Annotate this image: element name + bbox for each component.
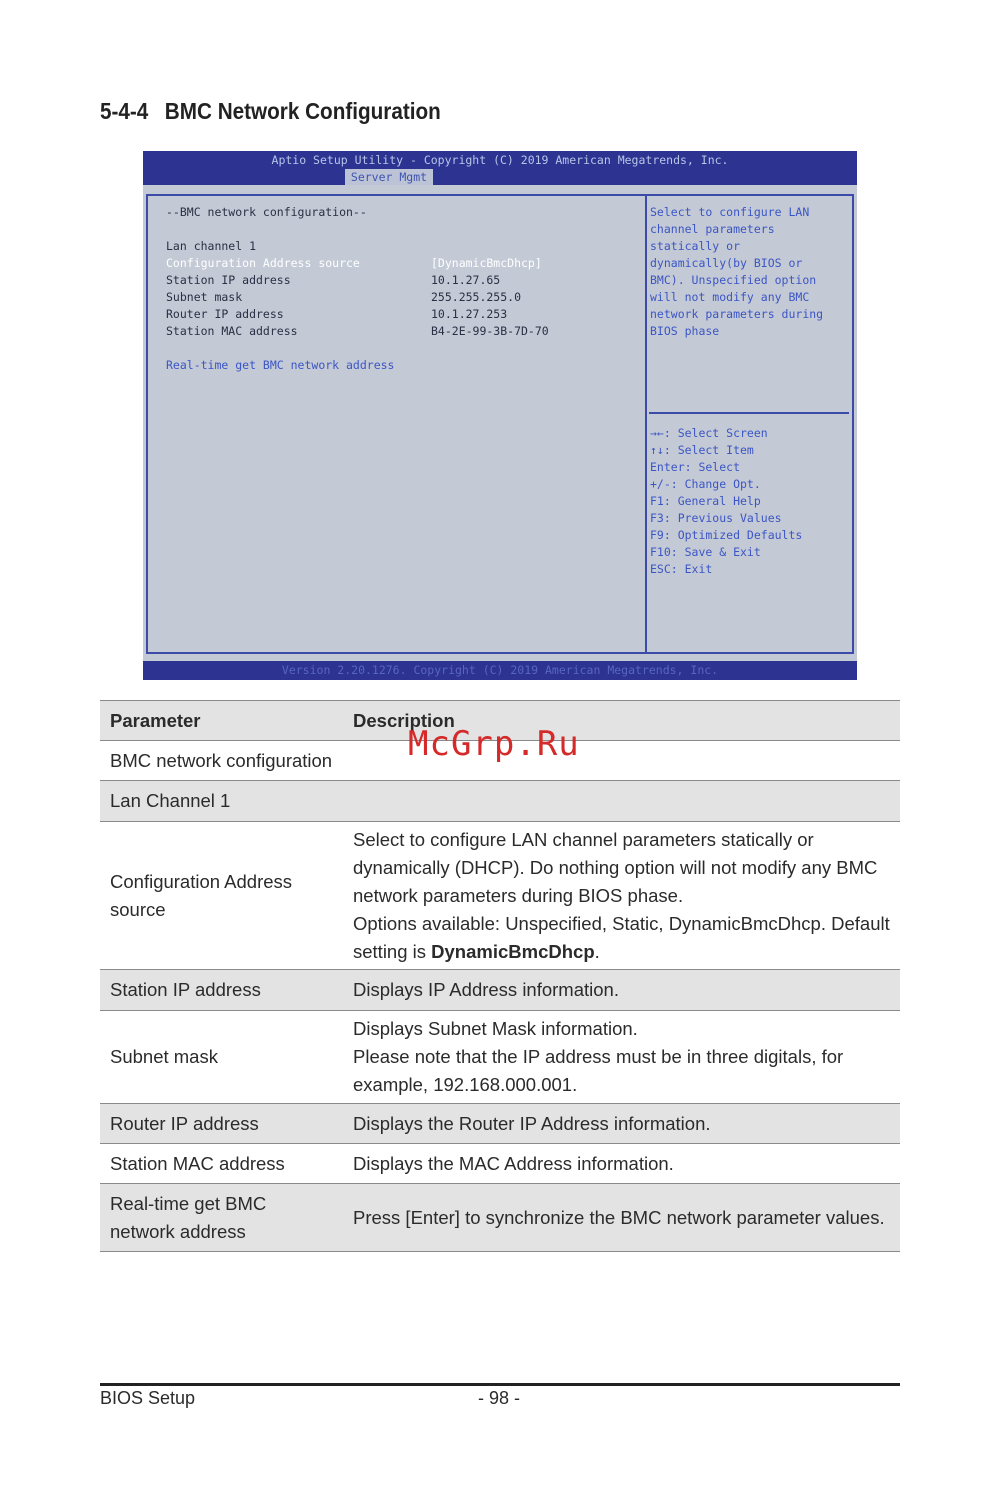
help-line: network parameters during bbox=[650, 307, 824, 321]
page-number: - 98 - bbox=[478, 1388, 521, 1408]
key-hint-select-screen: →←: Select Screen bbox=[650, 426, 768, 440]
bios-title-bar bbox=[143, 151, 857, 185]
parameter-cell: Router IP address bbox=[100, 1104, 343, 1144]
key-hint-f9: F9: Optimized Defaults bbox=[650, 528, 803, 542]
section-title: BMC Network Configuration bbox=[164, 98, 441, 124]
table-row bbox=[100, 822, 900, 970]
table-row bbox=[100, 970, 900, 1011]
help-line: BIOS phase bbox=[650, 324, 720, 338]
parameter-cell: Subnet mask bbox=[100, 1011, 343, 1104]
key-hint-enter: Enter: Select bbox=[650, 460, 741, 474]
key-hint-f1: F1: General Help bbox=[650, 494, 761, 508]
description-text bbox=[353, 910, 890, 966]
bios-item-station-ip: Station IP address bbox=[166, 273, 291, 287]
help-line: statically or bbox=[650, 239, 741, 253]
key-hint-f3: F3: Previous Values bbox=[650, 511, 782, 525]
tab-server-mgmt[interactable]: Server Mgmt bbox=[345, 169, 433, 185]
parameter-cell: BMC network configuration bbox=[100, 741, 343, 781]
column-header-description: Description bbox=[343, 701, 900, 741]
table-row bbox=[100, 781, 900, 822]
parameter-cell: Configuration Address source bbox=[100, 822, 343, 970]
help-line: will not modify any BMC bbox=[650, 290, 810, 304]
description-cell bbox=[343, 970, 900, 1011]
footer-divider bbox=[100, 1383, 900, 1386]
bios-value-station-ip: 10.1.27.65 bbox=[431, 273, 501, 287]
help-line: channel parameters bbox=[650, 222, 775, 236]
footer-section-name: BIOS Setup bbox=[100, 1388, 196, 1408]
bios-item-config-address-source[interactable]: Configuration Address source bbox=[166, 256, 360, 270]
bios-help-pane bbox=[646, 194, 854, 654]
bios-value-router-ip: 10.1.27.253 bbox=[431, 307, 508, 321]
description-cell bbox=[343, 1184, 900, 1252]
description-text: Displays IP Address information. bbox=[353, 979, 619, 1000]
description-text: Select to configure LAN channel parameters statically or dynamically (DHCP). Do nothing option will not modify any BMC network parameters during BIOS phase. bbox=[353, 828, 878, 906]
description-cell bbox=[343, 1011, 900, 1104]
description-cell bbox=[343, 822, 900, 970]
help-divider bbox=[649, 412, 849, 414]
parameter-cell: Lan Channel 1 bbox=[100, 781, 343, 822]
bios-item-station-mac: Station MAC address bbox=[166, 324, 298, 338]
parameter-cell: Station IP address bbox=[100, 970, 343, 1011]
bios-body bbox=[143, 185, 857, 661]
bios-item-section-header: --BMC network configuration-- bbox=[166, 205, 367, 219]
section-heading bbox=[100, 98, 441, 125]
bios-version-bar: Version 2.20.1276. Copyright (C) 2019 American Megatrends, Inc. bbox=[281, 663, 719, 677]
description-text: Displays Subnet Mask information. bbox=[353, 1018, 638, 1039]
bios-value-subnet-mask: 255.255.255.0 bbox=[431, 290, 522, 304]
watermark: McGrp.Ru bbox=[408, 724, 580, 764]
bios-settings-pane bbox=[146, 194, 646, 654]
description-text: Displays the Router IP Address information. bbox=[353, 1112, 711, 1134]
bios-item-realtime-get[interactable]: Real-time get BMC network address bbox=[166, 358, 395, 372]
default-value: DynamicBmcDhcp bbox=[431, 940, 595, 962]
column-header-parameter: Parameter bbox=[100, 701, 343, 741]
key-hint-change-opt: +/-: Change Opt. bbox=[650, 477, 761, 491]
bios-value-config-address-source[interactable]: [DynamicBmcDhcp] bbox=[431, 256, 542, 270]
section-number: 5-4-4 bbox=[100, 98, 149, 124]
table-row bbox=[100, 1104, 900, 1144]
key-hint-select-item: ↑↓: Select Item bbox=[650, 443, 754, 457]
bios-value-station-mac: B4-2E-99-3B-7D-70 bbox=[431, 324, 549, 338]
help-line: Select to configure LAN bbox=[650, 205, 810, 219]
description-text: Press [Enter] to synchronize the BMC network parameter values. bbox=[353, 1206, 885, 1228]
table-row bbox=[100, 1144, 900, 1184]
parameter-cell: Real-time get BMC network address bbox=[100, 1184, 343, 1252]
bios-item-lan-channel: Lan channel 1 bbox=[166, 239, 257, 253]
bios-title: Aptio Setup Utility - Copyright (C) 2019 American Megatrends, Inc. bbox=[271, 153, 729, 167]
parameter-cell: Station MAC address bbox=[100, 1144, 343, 1184]
key-hint-f10: F10: Save & Exit bbox=[650, 545, 761, 559]
description-suffix: . bbox=[594, 940, 600, 962]
bios-screenshot bbox=[143, 151, 857, 680]
description-options: Options available: Unspecified, Static, DynamicBmcDhcp. Default setting is bbox=[353, 912, 890, 962]
key-hint-esc: ESC: Exit bbox=[650, 562, 713, 576]
table-row bbox=[100, 1184, 900, 1252]
help-line: BMC). Unspecified option bbox=[650, 273, 817, 287]
bios-item-subnet-mask: Subnet mask bbox=[166, 290, 243, 304]
table-row bbox=[100, 1011, 900, 1104]
description-cell bbox=[343, 1144, 900, 1184]
help-line: dynamically(by BIOS or bbox=[650, 256, 803, 270]
description-text: Please note that the IP address must be in three digitals, for example, 192.168.000.001. bbox=[353, 1046, 844, 1095]
description-cell bbox=[343, 781, 900, 822]
bios-item-router-ip: Router IP address bbox=[166, 307, 284, 321]
description-text: Displays the MAC Address information. bbox=[353, 1152, 674, 1174]
description-cell bbox=[343, 1104, 900, 1144]
parameter-table bbox=[100, 700, 900, 1252]
